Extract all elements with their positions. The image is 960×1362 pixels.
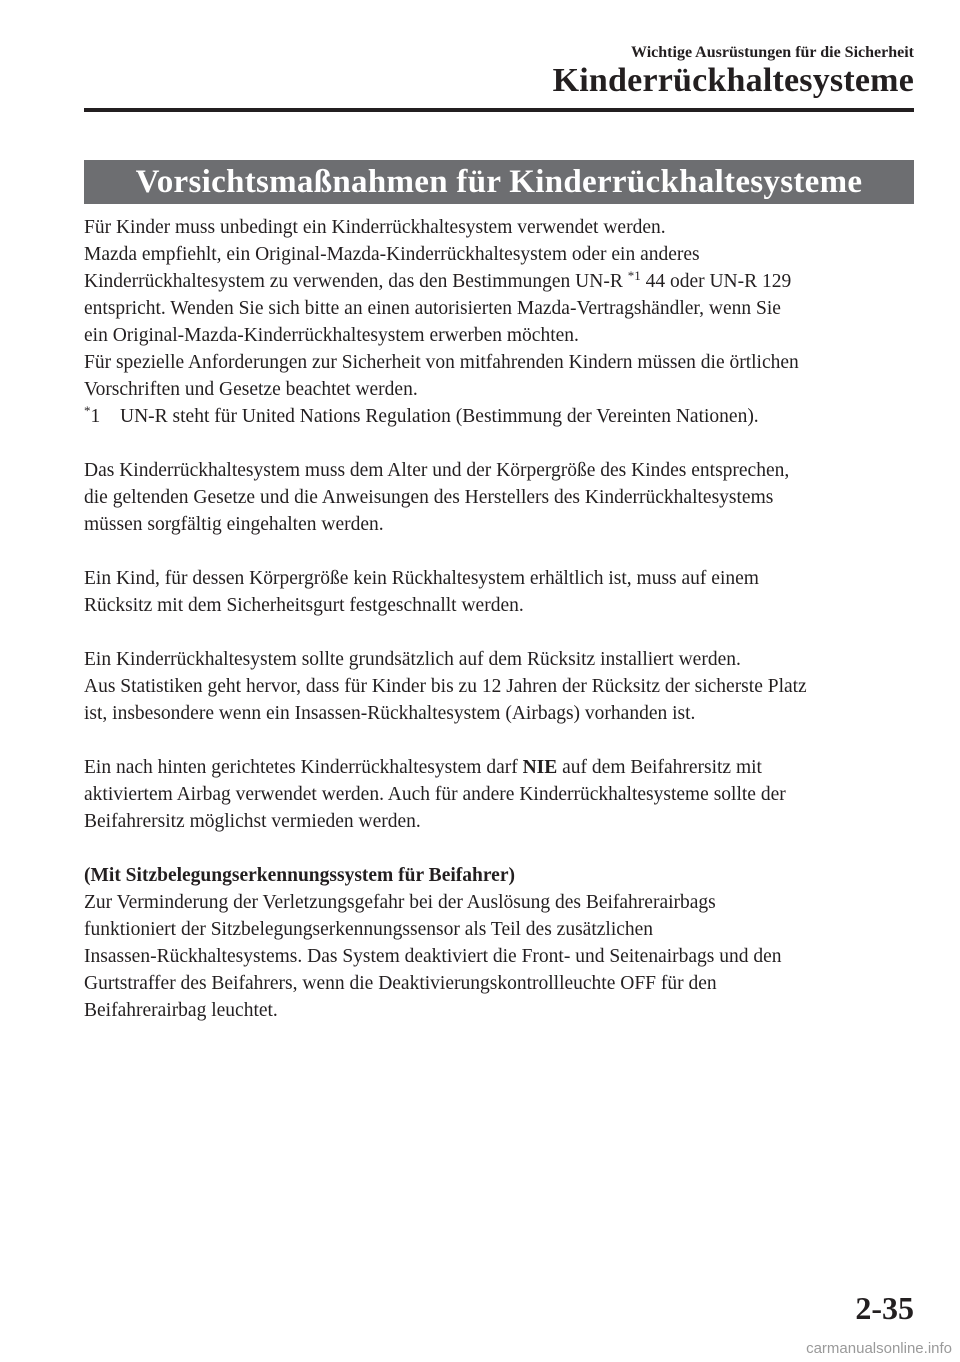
footnote-number: 1 bbox=[90, 406, 101, 427]
footnote-marker bbox=[84, 403, 120, 430]
text-fragment: 44 oder UN-R 129 bbox=[640, 271, 792, 292]
text-line: Für spezielle Anforderungen zur Sicherheit von mitfahrenden Kindern müssen die örtlichen bbox=[84, 352, 799, 373]
text-line: ein Original-Mazda-Kinderrückhaltesystem erwerben möchten. bbox=[84, 325, 579, 346]
footnote-reference: *1 bbox=[627, 268, 641, 283]
text-line: ist, insbesondere wenn ein Insassen-Rückhaltesystem (Airbags) vorhanden ist. bbox=[84, 703, 696, 724]
section-title: Vorsichtsmaßnahmen für Kinderrückhaltesysteme bbox=[135, 163, 863, 200]
seat-belt-paragraph bbox=[84, 565, 916, 619]
text-fragment: Ein nach hinten gerichtetes Kinderrückhaltesystem darf bbox=[84, 757, 523, 778]
text-line: Aus Statistiken geht hervor, dass für Kinder bis zu 12 Jahren der Rücksitz der sicherste Platz bbox=[84, 676, 807, 697]
text-line: Insassen-Rückhaltesystems. Das System deaktiviert die Front- und Seitenairbags und den bbox=[84, 946, 782, 967]
page-content bbox=[84, 214, 916, 1024]
text-line: müssen sorgfältig eingehalten werden. bbox=[84, 514, 384, 535]
paragraph-gap bbox=[84, 538, 916, 565]
header-divider bbox=[84, 108, 914, 112]
intro-paragraph bbox=[84, 214, 916, 403]
text-line bbox=[84, 754, 916, 781]
text-line: Beifahrerairbag leuchtet. bbox=[84, 1000, 278, 1021]
text-line: aktiviertem Airbag verwendet werden. Auch für andere Kinderrückhaltesysteme sollte der bbox=[84, 784, 786, 805]
text-line: Zur Verminderung der Verletzungsgefahr bei der Auslösung des Beifahrerairbags bbox=[84, 892, 716, 913]
text-fragment: auf dem Beifahrersitz mit bbox=[557, 757, 762, 778]
page-number: 2-35 bbox=[855, 1290, 914, 1326]
text-line: Ein Kind, für dessen Körpergröße kein Rückhaltesystem erhältlich ist, muss auf einem bbox=[84, 568, 759, 589]
age-size-paragraph bbox=[84, 457, 916, 538]
footnote-star: * bbox=[84, 403, 91, 418]
paragraph-gap bbox=[84, 727, 916, 754]
occupant-detection-paragraph bbox=[84, 862, 916, 1024]
rear-seat-paragraph bbox=[84, 646, 916, 727]
paragraph-gap bbox=[84, 835, 916, 862]
rear-facing-warning-paragraph bbox=[84, 754, 916, 835]
text-line: Gurtstraffer des Beifahrers, wenn die Deaktivierungskontrollleuchte OFF für den bbox=[84, 973, 717, 994]
watermark: carmanualsonline.info bbox=[806, 1340, 952, 1357]
text-fragment: Kinderrückhaltesystem zu verwenden, das den Bestimmungen UN-R bbox=[84, 271, 628, 292]
text-line: Mazda empfiehlt, ein Original-Mazda-Kinderrückhaltesystem oder ein anderes bbox=[84, 244, 700, 265]
emphasis-never: NIE bbox=[522, 757, 558, 778]
text-line: Das Kinderrückhaltesystem muss dem Alter und der Körpergröße des Kindes entsprechen, bbox=[84, 460, 790, 481]
footnote-text: UN-R steht für United Nations Regulation (Bestimmung der Vereinten Nationen). bbox=[120, 406, 759, 427]
text-line: Ein Kinderrückhaltesystem sollte grundsätzlich auf dem Rücksitz installiert werden. bbox=[84, 649, 741, 670]
text-line: Für Kinder muss unbedingt ein Kinderrückhaltesystem verwendet werden. bbox=[84, 217, 666, 238]
paragraph-gap bbox=[84, 430, 916, 457]
text-line: Beifahrersitz möglichst vermieden werden. bbox=[84, 811, 421, 832]
chapter-subtitle: Wichtige Ausrüstungen für die Sicherheit bbox=[631, 44, 914, 61]
text-line: die geltenden Gesetze und die Anweisungen des Herstellers des Kinderrückhaltesystems bbox=[84, 487, 774, 508]
footnote bbox=[84, 403, 916, 430]
chapter-title: Kinderrückhaltesysteme bbox=[552, 62, 914, 99]
text-line: Vorschriften und Gesetze beachtet werden. bbox=[84, 379, 418, 400]
paragraph-gap bbox=[84, 619, 916, 646]
text-line: entspricht. Wenden Sie sich bitte an einen autorisierten Mazda-Vertragshändler, wenn Sie bbox=[84, 298, 781, 319]
text-line: Rücksitz mit dem Sicherheitsgurt festgeschnallt werden. bbox=[84, 595, 524, 616]
text-line bbox=[84, 268, 916, 295]
subsection-heading: (Mit Sitzbelegungserkennungssystem für Beifahrer) bbox=[84, 865, 515, 886]
section-banner bbox=[84, 160, 914, 204]
text-line: funktioniert der Sitzbelegungserkennungssensor als Teil des zusätzlichen bbox=[84, 919, 654, 940]
